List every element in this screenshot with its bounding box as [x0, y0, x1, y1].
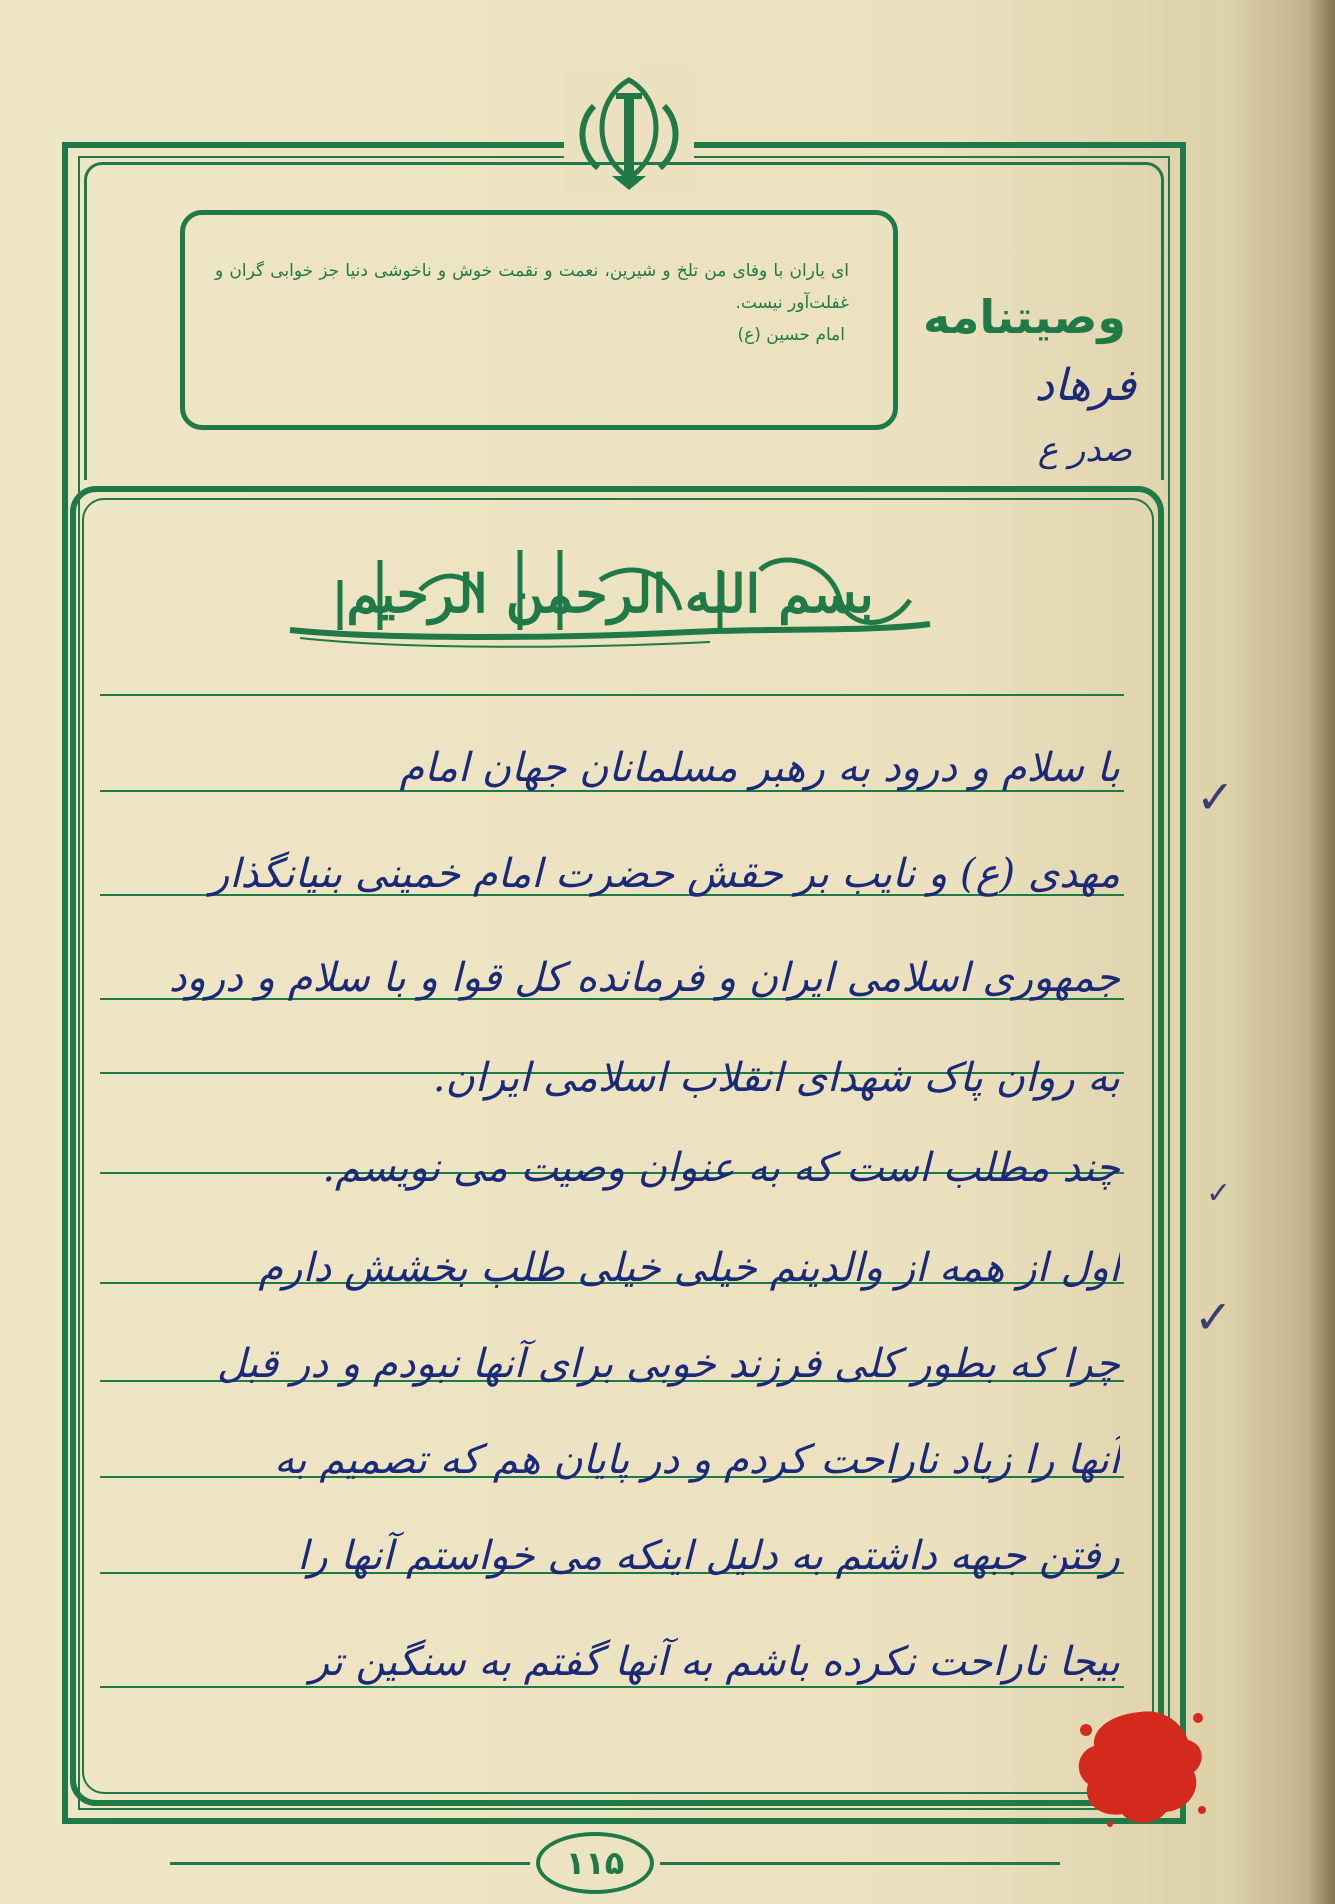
checkmark-icon: ✓ [1196, 770, 1235, 824]
quote-attribution: امام حسین (ع) [737, 325, 845, 345]
letter-line: با سلام و درود به رهبر مسلمانان جهان امام [399, 745, 1120, 791]
letter-line: بیجا ناراحت نکرده باشم به آنها گفتم به سنگین تر [309, 1639, 1120, 1685]
page-number-text: ۱۱۵ [565, 1844, 625, 1882]
letter-line: اول از همه از والدینم خیلی خیلی طلب بخشش دارم [258, 1245, 1120, 1291]
book-spine-shadow [1307, 0, 1335, 1904]
blood-stain-icon [1070, 1700, 1210, 1830]
quote-text: ای یاران با وفای من تلخ و شیرین، نعمت و نقمت خوش و ناخوشی دنیا جز خوابی گران و غفلت‌آور نیست. [215, 261, 849, 313]
letter-line: چرا که بطور کلی فرزند خوبی برای آنها نبودم و در قبل [216, 1341, 1120, 1387]
checkmark-icon: ✓ [1194, 1290, 1233, 1344]
page-number [536, 1832, 654, 1894]
handwritten-signature: صدر ع [1037, 430, 1132, 470]
page-number-rule-right [660, 1862, 1060, 1865]
quote-box [180, 210, 898, 430]
letter-line: جمهوری اسلامی ایران و فرمانده کل قوا و با سلام و درود [168, 955, 1120, 1001]
handwritten-name: فرهاد [1034, 360, 1136, 411]
page-title: وصیتنامه [922, 290, 1126, 344]
letter-line: آنها را زیاد ناراحت کردم و در پایان هم که تصمیم به [274, 1437, 1120, 1483]
checkmark-icon: ✓ [1206, 1176, 1232, 1211]
letter-line: مهدی (ع) و نایب بر حقش حضرت امام خمینی بنیانگذار [210, 851, 1120, 897]
page-number-rule-left [170, 1862, 530, 1865]
basmala-calligraphy [270, 520, 950, 670]
letter-line: چند مطلب است که به عنوان وصیت می نویسم. [322, 1145, 1120, 1191]
ruled-line [100, 694, 1124, 696]
basmala-text: بسم الله الرحمن الرحیم [346, 564, 874, 625]
letter-line: به روان پاک شهدای انقلاب اسلامی ایران. [432, 1055, 1120, 1101]
letter-line: رفتن جبهه داشتم به دلیل اینکه می خواستم آنها را [297, 1533, 1120, 1579]
